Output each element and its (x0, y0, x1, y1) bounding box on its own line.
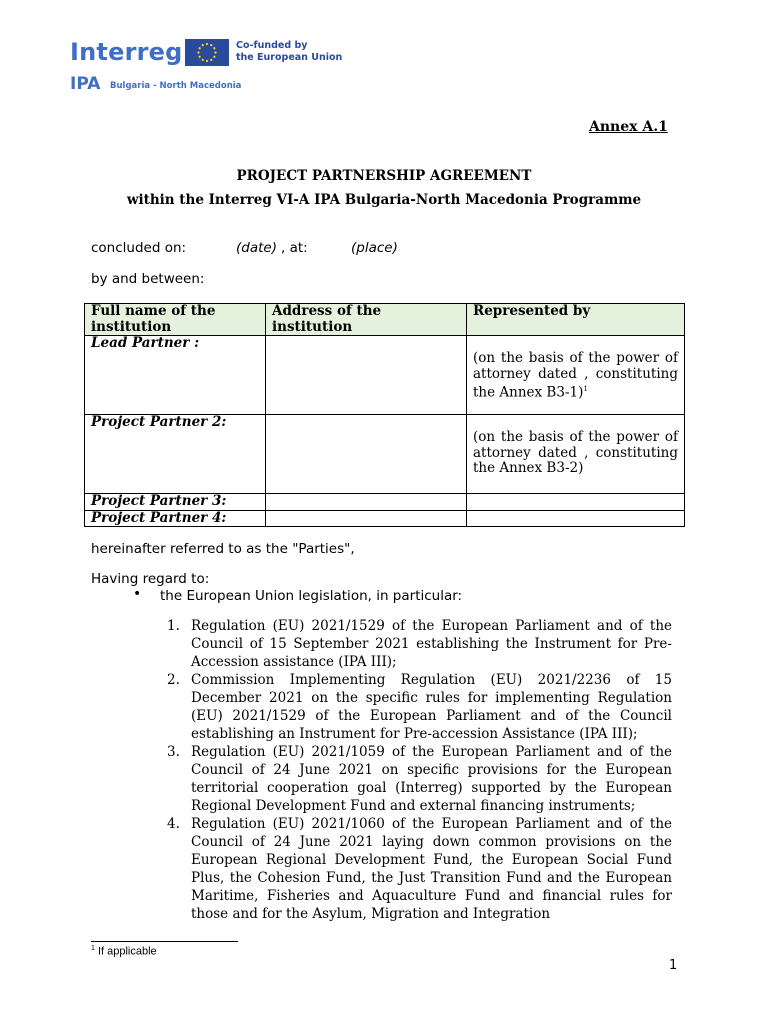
cell-represented (467, 494, 685, 511)
cell-represented (467, 415, 685, 494)
table-row (85, 494, 685, 511)
cell-address (266, 336, 467, 415)
row-label-partner-2: Project Partner 2: (85, 415, 266, 494)
bullet-text: the European Union legislation, in particular: (160, 588, 463, 604)
table-row (85, 336, 685, 415)
eu-star-icon (210, 44, 212, 46)
row-label-partner-3: Project Partner 3: (85, 494, 266, 511)
document-title: PROJECT PARTNERSHIP AGREEMENT (236, 168, 532, 184)
parties-table (84, 303, 685, 527)
header-address: Address of the institution (266, 304, 467, 336)
eu-star-icon (213, 47, 215, 49)
hereinafter-text: hereinafter referred to as the "Parties", (91, 541, 355, 557)
list-number: 1. (167, 618, 180, 634)
by-and-between: by and between: (91, 271, 205, 287)
concluded-place: (place) (351, 240, 398, 256)
concluded-date: (date) (236, 240, 277, 256)
eu-star-icon (213, 56, 215, 58)
page-number: 1 (669, 958, 678, 973)
interreg-logo: Interreg (70, 38, 183, 66)
eu-star-icon (206, 43, 208, 45)
list-text: Commission Implementing Regulation (EU) 2021/2236 of 15 December 2021 on the specific rules for implementing Regulation (EU) 2021/1529 of the European Parliament and of the Council establishing an Instrument for Pre-accession Assistance (IPA III); (191, 672, 672, 742)
list-item (167, 617, 672, 671)
represented-text (473, 351, 678, 401)
represented-lead: (on the basis of the power of attorney dated , constituting the Annex B3-1) (473, 350, 678, 401)
eu-star-icon (206, 60, 208, 62)
cell-address (266, 415, 467, 494)
eu-flag-icon (185, 39, 229, 66)
footnote-text: If applicable (97, 945, 157, 958)
list-text: Regulation (EU) 2021/1059 of the European Parliament and of the Council of 24 June 2021 on specific provisions for the European territorial cooperation goal (Interreg) supported by the European Regional Development Fund and external financing instruments; (191, 744, 672, 814)
cell-address (266, 510, 467, 527)
cofunded-line2: the European Union (236, 52, 343, 63)
eu-star-icon (199, 56, 201, 58)
represented-partner-2: (on the basis of the power of attorney dated , constituting the Annex B3-2) (473, 429, 678, 476)
bullet-icon: • (133, 586, 142, 602)
list-item (167, 815, 672, 923)
table-row (85, 415, 685, 494)
header-represented-by: Represented by (467, 304, 685, 336)
regulations-list (167, 617, 672, 923)
list-number: 2. (167, 672, 180, 688)
header-full-name: Full name of the institution (85, 304, 266, 336)
row-label-lead-partner: Lead Partner : (85, 336, 266, 415)
table-header-row (85, 304, 685, 336)
programme-region-label: Bulgaria - North Macedonia (110, 81, 242, 91)
list-number: 3. (167, 744, 180, 760)
concluded-label: concluded on: (91, 240, 187, 256)
row-label-partner-4: Project Partner 4: (85, 510, 266, 527)
list-item (167, 743, 672, 815)
list-item (167, 671, 672, 743)
footnote-separator (91, 941, 238, 942)
cell-represented (467, 336, 685, 415)
document-subtitle: within the Interreg VI-A IPA Bulgaria-North Macedonia Programme (126, 192, 642, 208)
ipa-logo: IPA (70, 74, 101, 94)
list-number: 4. (167, 816, 180, 832)
footnote-mark: 1 (91, 945, 95, 952)
cell-represented (467, 510, 685, 527)
eu-star-icon (199, 47, 201, 49)
list-text: Regulation (EU) 2021/1060 of the European Parliament and of the Council of 24 June 2021 laying down common provisions on the European Regional Development Fund, the European Social Fund Plus, the Cohesion Fund, the Just Transition Fund and the European Maritime, Fisheries and Aquaculture Fund and financial rules for those and for the Asylum, Migration and Integration (191, 816, 672, 922)
footnote (91, 945, 157, 958)
list-text: Regulation (EU) 2021/1529 of the European Parliament and of the Council of 15 September 2021 establishing the Instrument for Pre-Accession assistance (IPA III); (191, 618, 672, 670)
eu-star-icon (214, 51, 216, 53)
eu-star-icon (202, 44, 204, 46)
cell-address (266, 494, 467, 511)
eu-star-icon (210, 59, 212, 61)
table-row (85, 510, 685, 527)
footnote-ref: 1 (583, 385, 588, 393)
annex-label: Annex A.1 (589, 119, 668, 135)
having-regard-text: Having regard to: (91, 571, 210, 587)
eu-star-icon (202, 59, 204, 61)
cofunded-line1: Co-funded by (236, 40, 308, 51)
concluded-at: , at: (281, 240, 308, 256)
eu-star-icon (197, 51, 199, 53)
cofunded-label (236, 40, 342, 64)
